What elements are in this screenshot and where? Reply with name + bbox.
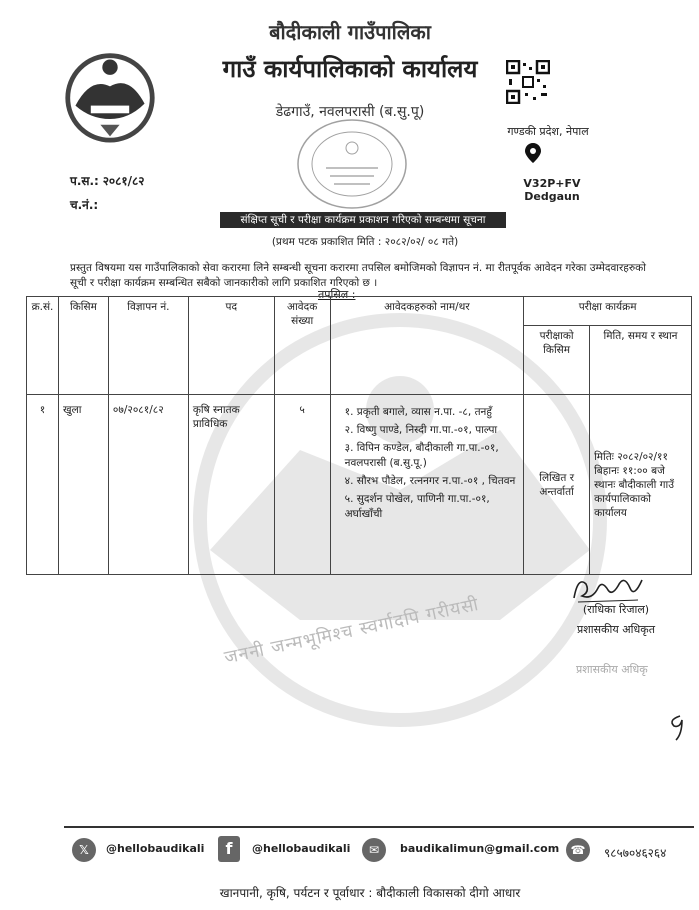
- applicant-name: विपिन कण्डेल, बौदीकाली गा.पा.-०१, नवलपरासी (ब.सु.पू.): [344, 442, 499, 469]
- col-header-count: आवेदक संख्या: [274, 297, 330, 395]
- applicant-name: विष्णु पाण्डे, निस्दी गा.पा.-०१, पाल्पा: [356, 424, 498, 436]
- notice-body: प्रस्तुत विषयमा यस गाउँपालिकाको सेवा करारमा लिने सम्बन्धी सूचना करारमा तपसिल बमोजिमको विज्ञापन नं. मा रीतपूर्वक आवेदन गरेका उम्मेदवारहरुको सूची र परीक्षा कार्यक्रम सम्बन्धित सबैको जानकारीको लागि प्रकाशित गरिएको छ ।: [70, 262, 646, 289]
- office-name: गाउँ कार्यपालिकाको कार्यालय: [222, 55, 478, 83]
- reference-ps: [70, 172, 145, 189]
- cell-post: कृषि स्नातक प्राविधिक: [188, 395, 274, 575]
- office-stamp: [296, 118, 408, 210]
- reference-cn: च.नं.:: [70, 198, 99, 212]
- phone-number[interactable]: ९८५७०४६२६४: [604, 846, 667, 860]
- table-row: [27, 395, 692, 575]
- facebook-handle[interactable]: @hellobaudikali: [252, 842, 351, 855]
- email-icon[interactable]: ✉: [362, 838, 386, 862]
- facebook-icon[interactable]: f: [218, 836, 240, 862]
- col-header-sn: क्र.सं.: [27, 297, 59, 395]
- org-name: बौदीकाली गाउँपालिका: [269, 20, 431, 44]
- signature: [568, 570, 648, 606]
- applicant-list: [335, 401, 520, 522]
- col-header-exam-type: परीक्षाको किसिम: [524, 326, 590, 395]
- applicant-name: सौरभ पौडेल, रत्ननगर न.पा.-०१ , चितवन: [356, 475, 516, 487]
- applicant-number: ५.: [344, 493, 354, 505]
- office-address: डेढगाउँ, नवलपरासी (ब.सु.पू): [275, 104, 425, 120]
- notice-subject: संक्षिप्त सूची र परीक्षा कार्यक्रम प्रकाशन गरिएको सम्बन्धमा सूचना: [220, 212, 506, 228]
- applicant-number: ३.: [344, 442, 354, 454]
- col-header-type: किसिम: [58, 297, 108, 395]
- list-item: [345, 423, 520, 438]
- email-address[interactable]: baudikalimun@gmail.com: [400, 842, 560, 855]
- applicant-number: १.: [344, 406, 354, 418]
- table-header-row: [27, 297, 692, 326]
- col-header-exam-program: परीक्षा कार्यक्रम: [524, 297, 692, 326]
- applicant-number: २.: [344, 424, 354, 436]
- list-item: [345, 474, 520, 489]
- candidate-table: [26, 296, 692, 575]
- col-header-names: आवेदकहरुको नाम/थर: [330, 297, 524, 395]
- list-item: [345, 405, 520, 420]
- list-item: [345, 441, 520, 471]
- province-label: गण्डकी प्रदेश, नेपाल: [507, 125, 589, 138]
- col-header-post: पद: [188, 297, 274, 395]
- cell-exam-type: लिखित र अन्तर्वार्ता: [524, 395, 590, 575]
- exam-date: मितिः २०८२/०२/११: [594, 450, 668, 463]
- applicant-number: ४.: [344, 475, 354, 487]
- applicant-name: प्रकृती बगाले, व्यास न.पा. -८, तनहुँ: [356, 406, 492, 418]
- stamp-ghost-text: प्रशासकीय अधिकृ: [576, 663, 648, 676]
- signer-name: (राधिका रिजाल): [582, 603, 650, 616]
- tapasil-label: तपसिल :: [318, 288, 356, 301]
- plus-code: V32P+FV Dedgaun: [523, 177, 581, 203]
- cell-count: ५: [274, 395, 330, 575]
- phone-icon[interactable]: ☎: [566, 838, 590, 862]
- nepal-emblem-icon: [62, 48, 158, 144]
- col-header-date-time-place: मिति, समय र स्थान: [590, 326, 692, 395]
- cell-sn: १: [27, 395, 59, 575]
- twitter-x-icon[interactable]: 𝕏: [72, 838, 96, 862]
- watermark-motto: जननी जन्मभूमिश्च स्वर्गादपि गरीयसी: [222, 593, 481, 669]
- publish-date: (प्रथम पटक प्रकाशित मिति : २०८२/०२/ ०८ गते): [271, 236, 459, 248]
- location-pin-icon: [524, 142, 542, 164]
- signer-title: प्रशासकीय अधिकृत: [577, 623, 655, 636]
- cell-exam-info: [590, 395, 692, 575]
- twitter-handle[interactable]: @hellobaudikali: [106, 842, 205, 855]
- cell-applicants: [330, 395, 524, 575]
- ps-value: २०८१/८२: [102, 174, 145, 188]
- ps-label: प.स.:: [70, 174, 99, 188]
- cell-type: खुला: [58, 395, 108, 575]
- cell-adv-no: ०७/२०८१/८२: [108, 395, 188, 575]
- exam-place: स्थानः बौदीकाली गाउँ कार्यपालिकाको कार्यालय: [594, 478, 675, 519]
- col-header-adv-no: विज्ञापन नं.: [108, 297, 188, 395]
- footer-rule: [64, 826, 694, 828]
- pen-scribble: [666, 712, 688, 742]
- exam-time: बिहानः ११:०० बजे: [594, 464, 665, 477]
- list-item: [345, 492, 520, 522]
- applicant-name: सुदर्शन पोखेल, पाणिनी गा.पा.-०१, अर्घाखाँची: [344, 493, 490, 520]
- qr-code-icon[interactable]: [506, 60, 550, 104]
- footer-tagline: खानपानी, कृषि, पर्यटन र पूर्वाधार : बौदीकाली विकासको दीगो आधार: [219, 886, 521, 900]
